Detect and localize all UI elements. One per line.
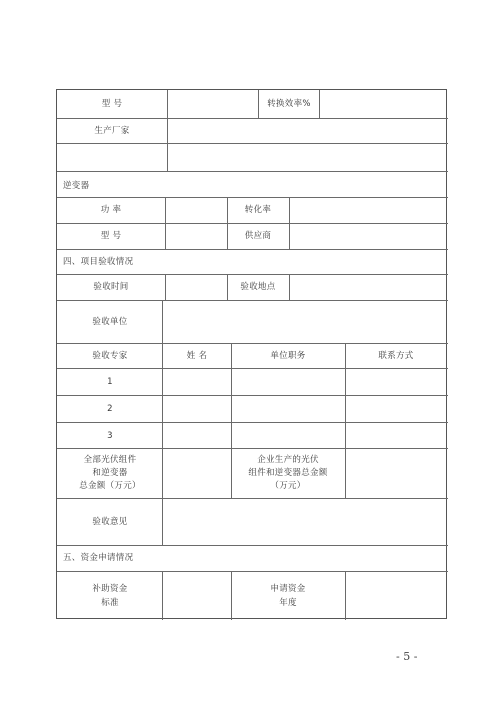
experts-label: 验收专家 bbox=[92, 351, 128, 361]
company-amount-label-line1: 企业生产的光伏 bbox=[257, 455, 319, 465]
funding-year-label-line1: 申请资金 bbox=[270, 584, 306, 594]
expert-3-position-field[interactable] bbox=[232, 423, 345, 448]
inverter-supplier-label: 供应商 bbox=[244, 231, 272, 241]
acceptance-place-label: 验收地点 bbox=[240, 282, 276, 292]
funding-standard-label-line1: 补助资金 bbox=[92, 584, 128, 594]
module-extra-field[interactable] bbox=[168, 144, 447, 171]
inverter-model-label: 型 号 bbox=[100, 231, 122, 241]
expert-contact-header: 联系方式 bbox=[378, 351, 414, 361]
inverter-section-title: 逆变器 bbox=[63, 181, 90, 191]
module-manufacturer-field[interactable] bbox=[168, 119, 447, 143]
total-amount-label-line1: 全部光伏组件 bbox=[83, 455, 137, 465]
module-model-label: 型 号 bbox=[101, 99, 123, 109]
inverter-conversion-label: 转化率 bbox=[244, 205, 272, 215]
module-model-field[interactable] bbox=[168, 91, 258, 118]
expert-1-position-field[interactable] bbox=[232, 369, 345, 395]
acceptance-time-field[interactable] bbox=[166, 275, 227, 300]
expert-1-contact-field[interactable] bbox=[346, 369, 447, 395]
opinion-field[interactable] bbox=[163, 499, 447, 545]
company-amount-label-line2: 组件和逆变器总金额 bbox=[248, 468, 328, 478]
module-manufacturer-label: 生产厂家 bbox=[94, 126, 130, 136]
total-amount-field[interactable] bbox=[163, 449, 231, 498]
expert-name-header: 姓 名 bbox=[186, 351, 208, 361]
expert-2-contact-field[interactable] bbox=[346, 396, 447, 422]
expert-2-position-field[interactable] bbox=[232, 396, 345, 422]
module-efficiency-label: 转换效率% bbox=[267, 99, 311, 109]
funding-year-label-line2: 年度 bbox=[279, 598, 297, 608]
company-amount-field[interactable] bbox=[346, 449, 447, 498]
application-form-table bbox=[56, 89, 447, 619]
inverter-power-label: 功 率 bbox=[100, 205, 122, 215]
module-efficiency-field[interactable] bbox=[320, 91, 447, 118]
inverter-supplier-field[interactable] bbox=[290, 224, 447, 249]
company-amount-label-line3: （万元） bbox=[270, 481, 306, 491]
expert-row-number: 1 bbox=[107, 377, 113, 387]
inverter-conversion-field[interactable] bbox=[290, 198, 447, 223]
opinion-label: 验收意见 bbox=[92, 517, 128, 527]
total-amount-label-line2: 和逆变器 bbox=[92, 468, 128, 478]
funding-year-field[interactable] bbox=[346, 572, 447, 619]
funding-standard-field[interactable] bbox=[163, 572, 231, 619]
funding-section-title: 五、资金申请情况 bbox=[63, 553, 134, 563]
acceptance-unit-label: 验收单位 bbox=[92, 317, 128, 327]
total-amount-label-line3: 总金额（万元） bbox=[79, 481, 141, 491]
expert-row-number: 3 bbox=[107, 431, 113, 441]
page-number: - 5 - bbox=[396, 650, 418, 663]
acceptance-time-label: 验收时间 bbox=[93, 282, 129, 292]
acceptance-unit-field[interactable] bbox=[163, 301, 447, 343]
expert-2-name-field[interactable] bbox=[163, 396, 231, 422]
expert-position-header: 单位职务 bbox=[270, 351, 306, 361]
acceptance-place-field[interactable] bbox=[290, 275, 447, 300]
inverter-power-field[interactable] bbox=[166, 198, 227, 223]
funding-standard-label-line2: 标准 bbox=[101, 598, 119, 608]
expert-3-contact-field[interactable] bbox=[346, 423, 447, 448]
expert-row-number: 2 bbox=[107, 404, 113, 414]
acceptance-section-title: 四、项目验收情况 bbox=[63, 257, 134, 267]
expert-3-name-field[interactable] bbox=[163, 423, 231, 448]
inverter-model-field[interactable] bbox=[166, 224, 227, 249]
expert-1-name-field[interactable] bbox=[163, 369, 231, 395]
